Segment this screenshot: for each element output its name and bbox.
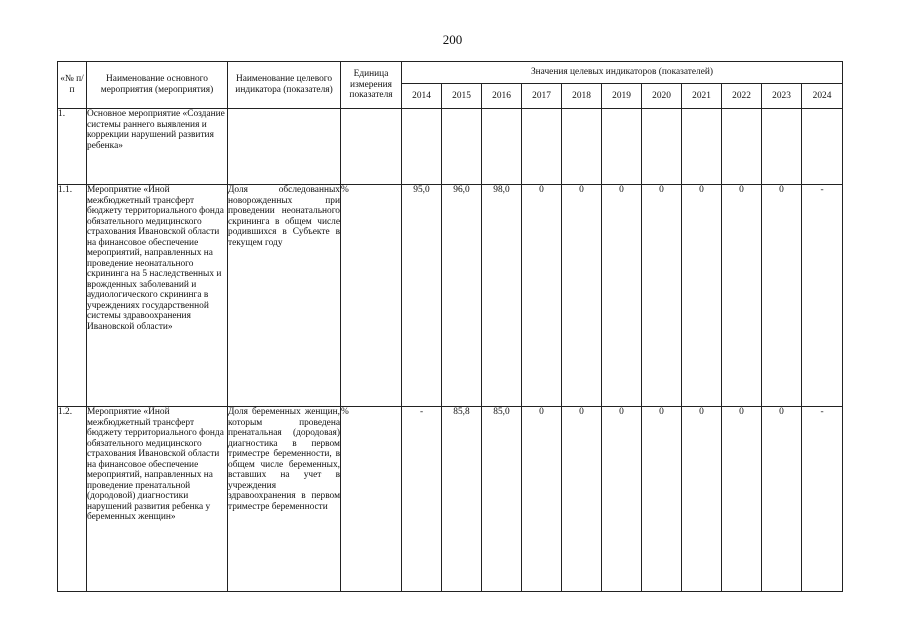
value-cell: 0 [722, 407, 762, 592]
header-year: 2016 [482, 84, 522, 109]
header-year: 2015 [442, 84, 482, 109]
header-year: 2017 [522, 84, 562, 109]
row-number: 1. [58, 109, 87, 185]
value-cell: 95,0 [402, 185, 442, 407]
header-event-name: Наименование основного мероприятия (мероприятия) [87, 62, 228, 109]
event-name-cell: Основное мероприятие «Создание системы раннего выявления и коррекции нарушений развития ребенка» [87, 109, 228, 185]
header-year: 2024 [802, 84, 843, 109]
value-cell [602, 109, 642, 185]
unit-cell: % [341, 407, 402, 592]
header-year: 2021 [682, 84, 722, 109]
value-cell: 0 [682, 407, 722, 592]
value-cell: 85,8 [442, 407, 482, 592]
value-cell: 0 [562, 185, 602, 407]
indicator-name-cell: Доля обследованных новорожденных при проведении неонатального скрининга в общем числе родившихся в Субъекте в текущем году [228, 185, 341, 407]
value-cell [482, 109, 522, 185]
row-number: 1.2. [58, 407, 87, 592]
value-cell: 85,0 [482, 407, 522, 592]
value-cell: 0 [762, 407, 802, 592]
header-year: 2014 [402, 84, 442, 109]
unit-cell: % [341, 185, 402, 407]
value-cell [402, 109, 442, 185]
value-cell: 0 [562, 407, 602, 592]
header-year: 2023 [762, 84, 802, 109]
value-cell [722, 109, 762, 185]
value-cell: 98,0 [482, 185, 522, 407]
row-number: 1.1. [58, 185, 87, 407]
event-name-cell: Мероприятие «Иной межбюджетный трансферт бюджету территориального фонда обязательного медицинского страхования Ивановской области на финансовое обеспечение мероприятий, направленных на проведение неонатального скрининга на 5 наследственных и врожденных заболеваний и аудиологического скрининга в учреждениях государственной системы здравоохранения Ивановской области» [87, 185, 228, 407]
value-cell: 0 [642, 407, 682, 592]
value-cell [762, 109, 802, 185]
value-cell [562, 109, 602, 185]
unit-cell [341, 109, 402, 185]
table-row [58, 109, 843, 185]
value-cell: - [802, 407, 843, 592]
header-num: «№ п/п [58, 62, 87, 109]
value-cell: 0 [642, 185, 682, 407]
value-cell [682, 109, 722, 185]
table-row [58, 407, 843, 592]
indicators-table [57, 61, 843, 592]
header-row-1 [58, 62, 843, 84]
value-cell: 0 [682, 185, 722, 407]
header-year: 2022 [722, 84, 762, 109]
header-indicator-name: Наименование целевого индикатора (показателя) [228, 62, 341, 109]
table-row [58, 185, 843, 407]
header-year: 2018 [562, 84, 602, 109]
value-cell: 0 [722, 185, 762, 407]
value-cell: 0 [602, 407, 642, 592]
indicator-name-cell [228, 109, 341, 185]
indicator-name-cell: Доля беременных женщин, которым проведена пренатальная (дородовая) диагностика в первом триместре беременности, в общем числе беременных, вставших на учет в учреждения здравоохранения в первом триместре беременности [228, 407, 341, 592]
value-cell [442, 109, 482, 185]
value-cell: 96,0 [442, 185, 482, 407]
value-cell: 0 [602, 185, 642, 407]
value-cell: 0 [522, 407, 562, 592]
value-cell: 0 [522, 185, 562, 407]
header-values-group: Значения целевых индикаторов (показателей) [402, 62, 843, 84]
header-year: 2019 [602, 84, 642, 109]
value-cell [642, 109, 682, 185]
page-number: 200 [442, 32, 463, 47]
event-name-cell: Мероприятие «Иной межбюджетный трансферт бюджету территориального фонда обязательного медицинского страхования Ивановской области на финансовое обеспечение мероприятий, направленных на проведение пренатальной (дородовой) диагностики нарушений развития ребенка у беременных женщин» [87, 407, 228, 592]
header-unit: Единица измерения показателя [341, 62, 402, 109]
header-year: 2020 [642, 84, 682, 109]
value-cell [802, 109, 843, 185]
value-cell: - [402, 407, 442, 592]
value-cell: 0 [762, 185, 802, 407]
value-cell: - [802, 185, 843, 407]
value-cell [522, 109, 562, 185]
